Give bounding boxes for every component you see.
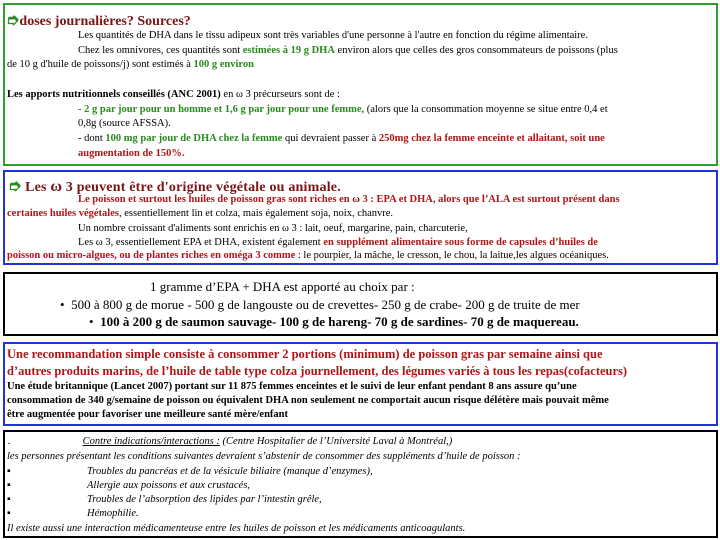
- list-item: ▪ Allergie aux poissons et aux crustacés,: [7, 480, 250, 491]
- bullet-icon: ▪: [7, 494, 11, 505]
- omega-icon: ω: [352, 194, 360, 205]
- section-title: doses journalières? Sources?: [19, 14, 191, 29]
- sources-heading: 1 gramme d’EPA + DHA est apporté au choix par :: [150, 279, 415, 294]
- bullet-icon: ▪: [7, 480, 11, 491]
- paragraph-line: Le poisson et surtout les huiles de poisson gras sont riches en ω 3 : EPA et DHA, alors que l’ALA est surtout présent dans: [78, 194, 620, 205]
- sources-line: • 500 à 800 g de morue - 500 g de langouste ou de crevettes- 250 g de crabe- 200 g de truite de mer: [60, 297, 580, 312]
- section-origins-heading: ➮ Les ω 3 peuvent être d'origine végétale ou animale.: [8, 178, 341, 195]
- list-item: ▪ Troubles du pancréas et de la vésicule biliaire (manque d’enzymes),: [7, 466, 373, 477]
- paragraph-line: Un nombre croissant d'aliments sont enrichis en ω 3 : lait, oeuf, margarine, pain, charcuterie,: [78, 223, 468, 234]
- list-item: ▪ Hémophilie.: [7, 508, 139, 519]
- paragraph-line: - 2 g par jour pour un homme et 1,6 g par jour pour une femme, (alors que la consommation moyenne se situe entre 0,4 et: [78, 104, 608, 115]
- sources-line: • 100 à 200 g de saumon sauvage- 100 g de hareng- 70 g de sardines- 70 g de maquereau.: [89, 314, 579, 329]
- study-line: Une étude britannique (Lancet 2007) portant sur 11 875 femmes enceintes et le suivi de leur enfant pendant 8 ans assure qu’une: [7, 381, 577, 392]
- paragraph-line: certaines huiles végétales, essentiellement lin et colza, mais également soja, noix, chanvre.: [7, 208, 394, 219]
- paragraph-line: de 10 g d'huile de poissons/j) sont estimés à 100 g environ: [7, 59, 254, 70]
- paragraph-line: - dont 100 mg par jour de DHA chez la femme qui devraient passer à 250mg chez la femme enceinte et allaitant, soit une: [78, 133, 605, 144]
- right-arrow-icon: ➮: [6, 12, 20, 29]
- paragraph-line: poisson ou micro-algues, ou de plantes riches en oméga 3 comme : le pourpier, la mâche, le cresson, le chou, la laitue,les algues océaniques.: [7, 250, 609, 261]
- study-line: être augmentée pour favoriser une meilleure santé mère/enfant: [7, 409, 289, 420]
- paragraph-line: Les quantités de DHA dans le tissu adipeux sont très variables d'une personne à l'autre en fonction du régime alimentaire.: [78, 30, 588, 41]
- bullet-icon: •: [60, 297, 72, 312]
- recommendation-line: d’autres produits marins, de l’huile de table type colza journellement, des légumes variés à tous les repas(cofacteurs): [7, 364, 628, 378]
- paragraph-line: augmentation de 150%.: [78, 148, 185, 159]
- bullet-icon: •: [89, 314, 101, 329]
- right-arrow-icon: ➮: [8, 178, 22, 195]
- omega-icon: ω: [50, 178, 63, 195]
- contraindications-heading: . Contre indications/interactions : (Centre Hospitalier de l’Université Laval à Montréal,): [8, 436, 453, 447]
- contraindications-intro: les personnes présentant les conditions suivantes devraient s’abstenir de consommer des suppléments d’huile de poisson :: [7, 451, 521, 462]
- paragraph-line: Les apports nutritionnels conseillés (ANC 2001) en ω 3 précurseurs sont de :: [7, 89, 340, 100]
- contraindications-outro: Il existe aussi une interaction médicamenteuse entre les huiles de poisson et les médicaments anticoagulants.: [7, 523, 466, 534]
- paragraph-line: 0,8g (source AFSSA).: [78, 118, 171, 129]
- list-item: ▪ Troubles de l’absorption des lipides par l’intestin grêle,: [7, 494, 322, 505]
- recommendation-line: Une recommandation simple consiste à consommer 2 portions (minimum) de poisson gras par semaine ainsi que: [7, 347, 603, 361]
- paragraph-line: Les ω 3, essentiellement EPA et DHA, existent également en supplément alimentaire sous forme de capsules d’huiles de: [78, 237, 598, 248]
- bullet-icon: ▪: [7, 508, 11, 519]
- study-line: consommation de 340 g/semaine de poisson ou équivalent DHA non seulement ne comportait aucun risque délétère mais pouvait même: [7, 395, 609, 406]
- paragraph-line: Chez les omnivores, ces quantités sont estimées à 19 g DHA environ alors que celles des gros consommateurs de poissons (plus: [78, 45, 618, 56]
- bullet-icon: ▪: [7, 466, 11, 477]
- section-daily-doses-heading: [6, 10, 191, 30]
